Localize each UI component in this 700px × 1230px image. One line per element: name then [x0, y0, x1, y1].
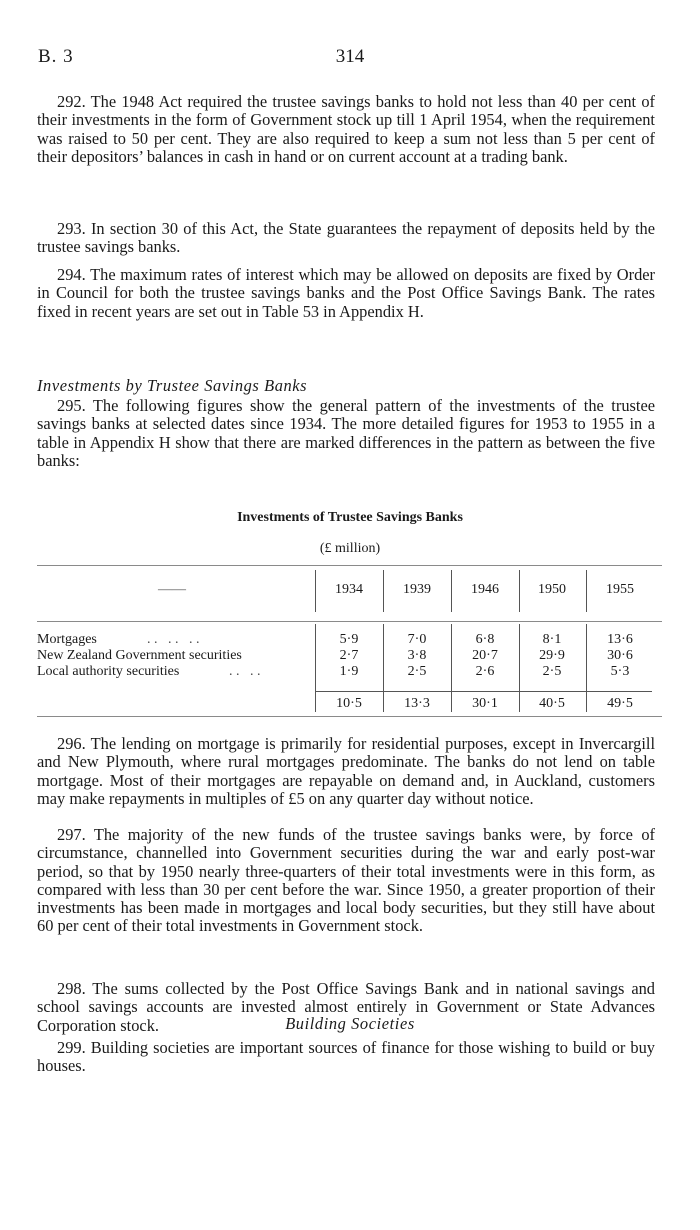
paragraph-296 [37, 735, 655, 808]
document-code: B. 3 [38, 46, 74, 67]
total-cell: 40·5 [539, 696, 565, 711]
column-divider [315, 570, 316, 612]
paragraph-293-text: 293. In section 30 of this Act, the State guarantees the repayment of deposits held by the trustee savings banks. [37, 219, 655, 257]
table-unit: (£ million) [319, 541, 381, 556]
table-cell: 2·7 [339, 648, 359, 663]
table-header-rule [37, 621, 662, 622]
table-cell: 5·3 [610, 664, 630, 679]
row-label [37, 632, 200, 648]
section-heading-building-societies: Building Societies [285, 1014, 415, 1033]
stub-header: —— [158, 582, 186, 597]
column-header-year: 1950 [538, 582, 566, 597]
column-header-year: 1955 [606, 582, 634, 597]
table-cell: 1·9 [339, 664, 359, 679]
paragraph-292-text: 292. The 1948 Act required the trustee savings banks to hold not less than 40 per cent of their investments in the form of Government stock up till 1 April 1954, when the requirement was raised to 50 per cent. They are also required to keep a sum not less than 5 per cent of their depositors’ balances in cash in hand or on current account at a trading bank. [37, 92, 655, 166]
table-cell: 2·5 [407, 664, 427, 679]
table-cell: 13·6 [607, 632, 633, 647]
paragraph-296-text: 296. The lending on mortgage is primarily for residential purposes, except in Invercargill and New Plymouth, where rural mortgages predominate. The banks do not lend on table mortgage. Most of their mortgages are repayable on demand and, in Auckland, customers may make repayments in multiples of £5 on any quarter day without notice. [37, 734, 655, 808]
column-header-year: 1934 [335, 582, 363, 597]
paragraph-295-text: 295. The following figures show the general pattern of the investments of the trustee savings banks at selected dates since 1934. The more detailed figures for 1953 to 1955 in a table in Appendix H show that there are marked differences in the pattern as between the five banks: [37, 396, 655, 470]
table-bottom-rule [37, 716, 662, 717]
paragraph-295 [37, 397, 655, 470]
row-label [37, 648, 242, 664]
paragraph-297 [37, 826, 655, 936]
dot-leader: . . . . . . [147, 632, 200, 647]
column-divider [586, 624, 587, 712]
total-cell: 49·5 [607, 696, 633, 711]
table-cell: 6·8 [475, 632, 495, 647]
table-cell: 2·6 [475, 664, 495, 679]
column-header-year: 1939 [403, 582, 431, 597]
total-cell: 13·3 [404, 696, 430, 711]
table-cell: 5·9 [339, 632, 359, 647]
column-divider [383, 570, 384, 612]
paragraph-293 [37, 220, 655, 257]
table-cell: 30·6 [607, 648, 633, 663]
column-divider [451, 570, 452, 612]
table-total-rule [315, 691, 652, 692]
table-cell: 29·9 [539, 648, 565, 663]
paragraph-297-text: 297. The majority of the new funds of the trustee savings banks were, by force of circumstance, channelled into Government securities during the war and early post-war period, so that by 1950 nearly three-quarters of their total investments were in this form, as compared with less than 30 per cent before the war. Since 1950, a greater proportion of their investments has been made in mortgages and local body securities, but they still have about 60 per cent of their total investments in Government stock. [37, 825, 655, 936]
column-divider [451, 624, 452, 712]
paragraph-294 [37, 266, 655, 321]
row-label [37, 664, 261, 680]
row-label-text: Local authority securities [37, 664, 180, 679]
paragraph-292 [37, 93, 655, 166]
column-divider [383, 624, 384, 712]
table-top-rule [37, 565, 662, 566]
row-label-text: Mortgages [37, 632, 97, 647]
table-cell: 3·8 [407, 648, 427, 663]
table-cell: 2·5 [542, 664, 562, 679]
page-header [38, 46, 662, 72]
table-cell: 7·0 [407, 632, 427, 647]
paragraph-299-text: 299. Building societies are important sources of finance for those wishing to build or buy houses. [37, 1038, 655, 1076]
column-divider [586, 570, 587, 612]
paragraph-294-text: 294. The maximum rates of interest which may be allowed on deposits are fixed by Order in Council for both the trustee savings banks and the Post Office Savings Bank. The rates fixed in recent years are set out in Table 53 in Appendix H. [37, 265, 655, 321]
row-label-text: New Zealand Government securities [37, 648, 242, 663]
total-cell: 30·1 [472, 696, 498, 711]
paragraph-298-text: 298. The sums collected by the Post Office Savings Bank and in national savings and school savings accounts are invested almost entirely in Government or State Advances Corporation stock. [37, 979, 655, 1035]
column-divider [519, 624, 520, 712]
total-cell: 10·5 [336, 696, 362, 711]
column-header-year: 1946 [471, 582, 499, 597]
column-divider [519, 570, 520, 612]
table-cell: 20·7 [472, 648, 498, 663]
page-number: 314 [335, 46, 365, 67]
paragraph-299 [37, 1039, 655, 1076]
section-heading-investments: Investments by Trustee Savings Banks [37, 376, 308, 395]
table-cell: 8·1 [542, 632, 562, 647]
dot-leader: . . . . [229, 664, 261, 679]
table-caption: Investments of Trustee Savings Banks [237, 510, 463, 525]
